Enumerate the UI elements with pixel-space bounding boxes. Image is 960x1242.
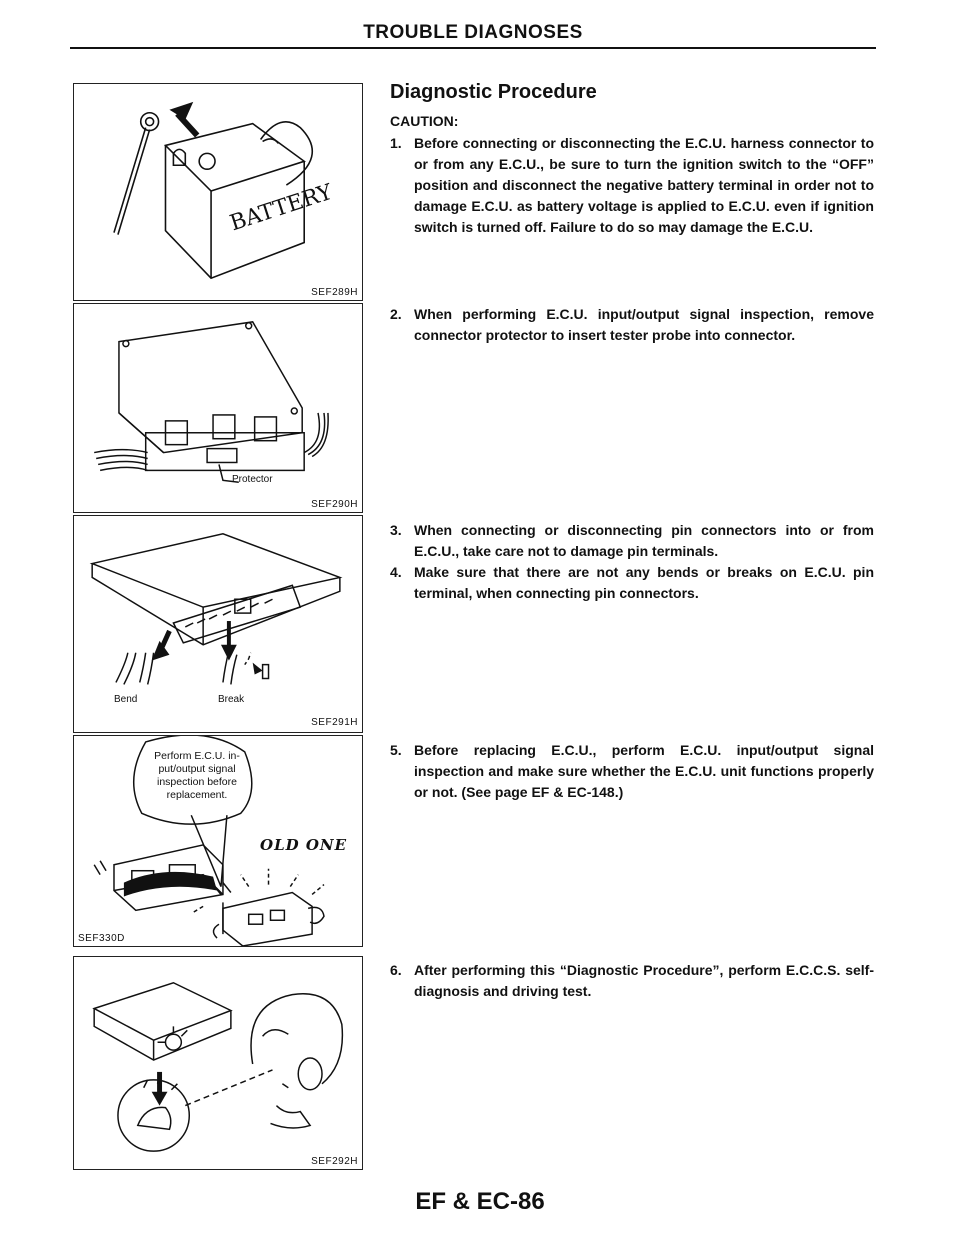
figure-id: SEF289H (311, 287, 358, 298)
protector-label: Protector (232, 474, 273, 485)
step-number: 5. (390, 742, 402, 758)
section-title: Diagnostic Procedure (390, 81, 597, 103)
caution-label: CAUTION: (390, 113, 459, 129)
figure-ecu-protector (73, 303, 363, 513)
step-number: 1. (390, 135, 402, 151)
ecu-protector-illustration (74, 304, 362, 512)
step-number: 6. (390, 962, 402, 978)
ecu-mechanic-illustration (74, 957, 362, 1169)
battery-illustration (74, 84, 362, 300)
figure-replacement (73, 735, 363, 947)
bubble-line: replacement. (166, 789, 228, 801)
figure-ecu-mechanic (73, 956, 363, 1170)
figure-id: SEF292H (311, 1156, 358, 1167)
step-4 (390, 562, 874, 604)
bubble-line: inspection before (157, 776, 237, 788)
speech-bubble (142, 750, 252, 802)
figure-id: SEF330D (78, 933, 125, 944)
figure-id: SEF290H (311, 499, 358, 510)
step-number: 4. (390, 564, 402, 580)
old-one-label: OLD ONE (260, 836, 348, 854)
step-text: When performing E.C.U. input/output signal inspection, remove connector protector to insert tester probe into connector. (414, 306, 874, 343)
header-rule (70, 47, 876, 49)
bend-label: Bend (114, 694, 138, 705)
step-number: 2. (390, 306, 402, 322)
step-text: After performing this “Diagnostic Procedure”, perform E.C.C.S. self-diagnosis and driving test. (414, 962, 874, 999)
step-text: Before connecting or disconnecting the E.C.U. harness connector to or from any E.C.U., be sure to turn the ignition switch to the “OFF” position and disconnect the negative battery terminal in order not to damage E.C.U. as battery voltage is applied to E.C.U. even if ignition switch is turned off. Failure to do so may damage the E.C.U. (414, 135, 874, 235)
figure-id: SEF291H (311, 717, 358, 728)
step-3 (390, 520, 874, 562)
bubble-line: put/output signal (158, 763, 236, 775)
figure-battery (73, 83, 363, 301)
page-header: TROUBLE DIAGNOSES (363, 22, 583, 43)
step-text: Before replacing E.C.U., perform E.C.U. input/output signal inspection and make sure whether the E.C.U. unit functions properly or not. (See page EF & EC-148.) (414, 742, 874, 800)
step-number: 3. (390, 522, 402, 538)
step-2 (390, 304, 874, 346)
bubble-line: Perform E.C.U. in- (154, 750, 240, 762)
page-number: EF & EC-86 (415, 1188, 545, 1215)
step-6 (390, 960, 874, 1002)
step-5 (390, 740, 874, 803)
step-text: When connecting or disconnecting pin connectors into or from E.C.U., take care not to damage pin terminals. (414, 522, 874, 559)
figure-bend-break (73, 515, 363, 733)
break-label: Break (218, 694, 245, 705)
step-1 (390, 133, 874, 238)
battery-label: BATTERY (226, 179, 336, 237)
step-text: Make sure that there are not any bends or breaks on E.C.U. pin terminal, when connecting pin connectors. (414, 564, 874, 601)
